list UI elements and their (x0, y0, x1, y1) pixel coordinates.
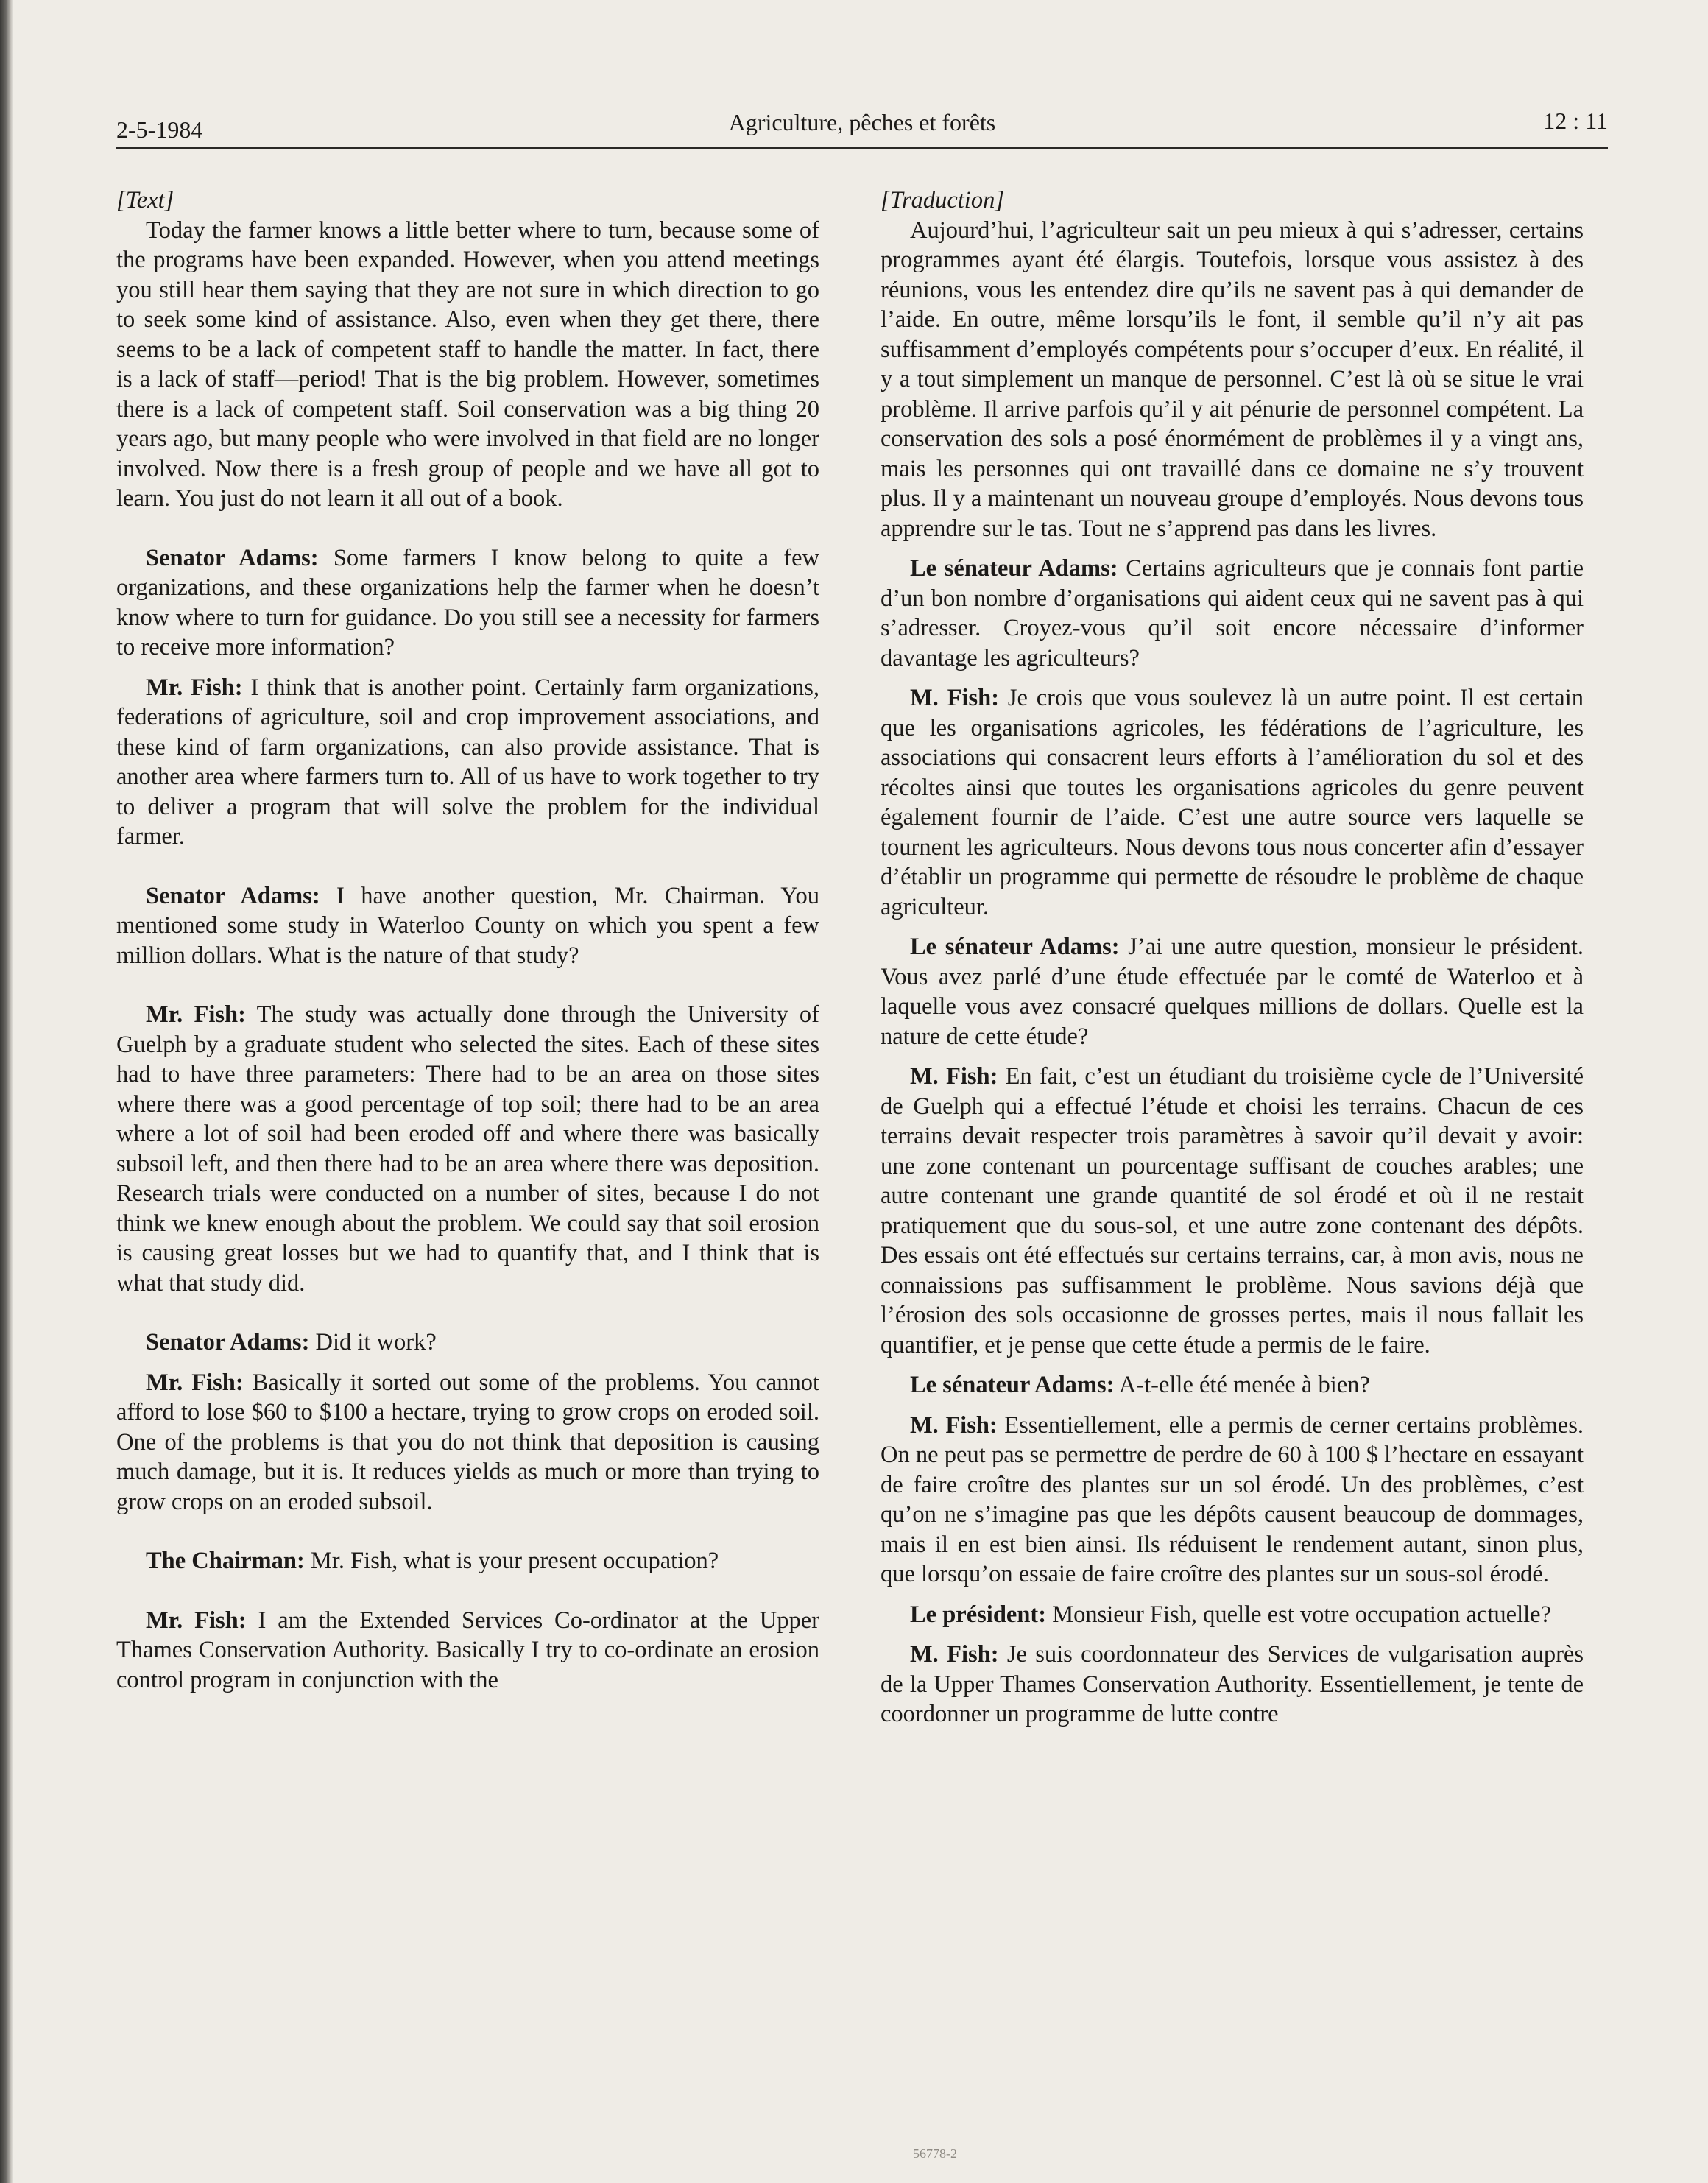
header-date: 2-5-1984 (116, 116, 203, 143)
speaker-name: M. Fish: (910, 1641, 999, 1668)
speaker-name: Mr. Fish: (146, 1369, 244, 1396)
speaker-name: Le sénateur Adams: (910, 1372, 1115, 1398)
speaker-name: Mr. Fish: (146, 1607, 247, 1634)
paragraph (881, 1600, 1584, 1630)
paragraph-text: Aujourd’hui, l’agriculteur sait un peu mieux à qui s’adresser, certains programmes ayant été élargis. Toutefois, lorsque vous assistez à des réunions, vous les entendez dire qu’ils ne savent pas à qui demander de l’aide. En outre, même lorsqu’ils le font, il semble qu’il n’y ait pas suffisamment d’employés compétents pour s’occuper d’eux. En réalité, il y a tout simplement un manque de personnel. C’est là où se situe le vrai problème. Il arrive parfois qu’il y ait pénurie de personnel compétent. La conservation des sols a posé énormément de problèmes il y a vingt ans, mais les personnes qui ont travaillé dans ce domaine ne s’y trouvent plus. Il y a maintenant un nouveau groupe d’employés. Nous devons tous apprendre sur le tas. Tout ne s’apprend pas dans les livres. (881, 216, 1584, 542)
column-label: [Text] (116, 187, 174, 214)
speaker-name: M. Fish: (910, 1411, 998, 1439)
paragraph-text: Some farmers I know belong to quite a few organizations, and these organizations help the farmer when he doesn’t know where to turn for guidance. Do you still see a necessity for farmers to receive more information? (116, 544, 820, 660)
paragraph (881, 683, 1584, 922)
column-label: [Traduction] (881, 187, 1004, 214)
header-page-number: 12 : 11 (1543, 107, 1608, 134)
paragraph-text: J’ai une autre question, monsieur le président. Vous avez parlé d’une étude effectuée par le comté de Waterloo et à laquelle vous avez consacré quelques millions de dollars. Quelle est la nature de cette étude? (881, 934, 1584, 1050)
paragraph (116, 216, 819, 514)
paragraph-text: Je crois que vous soulevez là un autre point. Il est certain que les organisations agricoles, les fédérations de l’agriculture, les associations qui consacrent leurs efforts à l’amélioration du sol et des récoltes ainsi que toutes les organisations agricoles du genre peuvent également fournir de l’aide. C’est une autre source vers laquelle se tournent les agriculteurs. Nous devons tous nous concerter afin d’essayer d’établir un programme qui permette de résoudre le problème de chaque agriculteur. (881, 685, 1584, 920)
paragraph (116, 1546, 819, 1576)
paragraph-text: I have another question, Mr. Chairman. You mentioned some study in Waterloo County on which you spent a few million dollars. What is the nature of that study? (116, 882, 819, 969)
paragraph (116, 1606, 819, 1696)
paragraph (116, 673, 819, 852)
header-title: Agriculture, pêches et forêts (728, 109, 996, 135)
paragraph (881, 216, 1584, 544)
paragraph-text: A-t-elle été menée à bien? (1118, 1372, 1370, 1398)
paragraph-text: Basically it sorted out some of the problems. You cannot afford to lose $60 to $100 a hectare, trying to grow crops on eroded soil. One of the problems is that you do not think that deposition is causing much damage, but it is. It reduces yields as much or more than trying to grow crops on an eroded subsoil. (116, 1369, 820, 1515)
column-label-text: Text (125, 187, 165, 214)
speaker-name: The Chairman: (146, 1548, 305, 1574)
page-binding-edge (0, 0, 13, 2183)
paragraph (881, 1062, 1584, 1360)
paragraph (881, 1411, 1584, 1590)
paragraph-text: Mr. Fish, what is your present occupation? (310, 1548, 719, 1574)
print-code: 56778-2 (913, 2146, 957, 2161)
paragraph (116, 1368, 819, 1517)
paragraph (881, 932, 1584, 1051)
paragraph-text: Certains agriculteurs que je connais font partie d’un bon nombre d’organisations qui aident ceux qui ne savent pas à qui s’adresser. Croyez-vous qu’il soit encore nécessaire d’informer davantage les agriculteurs? (881, 555, 1584, 671)
column-label-text: Traduction (889, 187, 995, 214)
speaker-name: Le président: (910, 1601, 1047, 1628)
paragraph-text: I think that is another point. Certainly farm organizations, federations of agriculture, soil and crop improvement associations, and these kind of farm organizations, can also provide assistance. That is another area where farmers turn to. All of us have to work together to try to deliver a program that will solve the problem for the individual farmer. (116, 674, 820, 850)
paragraph (881, 1640, 1584, 1729)
paragraph-text: The study was actually done through the University of Guelph by a graduate student who selected the sites. Each of these sites had to have three parameters: There had to be an area on those sites where there was a good percentage of top soil; there had to be an area where a lot of soil had been eroded off and where there was basically subsoil left, and then there had to be an area where there was deposition. Research trials were conducted on a number of sites, because I do not think we knew enough about the problem. We could say that soil erosion is causing great losses but we had to quantify that, and I think that is what that study did. (116, 1001, 820, 1297)
paragraph-text: Je suis coordonnateur des Services de vulgarisation auprès de la Upper Thames Conservation Authority. Essentiellement, je tente de coordonner un programme de lutte contre (881, 1641, 1584, 1727)
french-column (881, 186, 1584, 1729)
paragraph (116, 881, 819, 971)
paragraph-text: Today the farmer knows a little better where to turn, because some of the programs have been expanded. However, when you attend meetings you still hear them saying that they are not sure in which direction to go to seek some kind of assistance. Also, even when they get there, there seems to be a lack of competent staff to handle the matter. In fact, there is a lack of staff—period! That is the big problem. However, sometimes there is a lack of competent staff. Soil conservation was a big thing 20 years ago, but many people who were involved in that field are no longer involved. Now there is a fresh group of people and we have all got to learn. You just do not learn it all out of a book. (116, 216, 819, 512)
header-rule (116, 147, 1608, 149)
paragraph (881, 554, 1584, 673)
page-header (116, 109, 1608, 147)
paragraph-text: I am the Extended Services Co-ordinator at the Upper Thames Conservation Authority. Basically I try to co-ordinate an erosion control program in conjunction with the (116, 1607, 820, 1693)
speaker-name: Le sénateur Adams: (910, 555, 1118, 582)
speaker-name: Mr. Fish: (146, 674, 243, 701)
paragraph (116, 1000, 819, 1298)
speaker-name: Mr. Fish: (146, 1001, 246, 1028)
paragraph-text: Did it work? (315, 1329, 437, 1355)
speaker-name: M. Fish: (910, 685, 1000, 711)
speaker-name: Le sénateur Adams: (910, 934, 1120, 960)
speaker-name: Senator Adams: (146, 1329, 310, 1355)
english-column (116, 186, 819, 1695)
paragraph-text: Essentiellement, elle a permis de cerner certains problèmes. On ne peut pas se permettre de perdre de 60 à 100 $ l’hectare en essayant de faire croître des plantes sur un sol érodé. Un des problèmes, c’est qu’on ne s’imagine pas que les dépôts causent beaucoup de dommages, mais il en est bien ainsi. Ils réduisent le rendement autant, sinon plus, que lorsqu’on essaie de faire croître des plantes sur un sous-sol érodé. (881, 1411, 1584, 1587)
paragraph-text: En fait, c’est un étudiant du troisième cycle de l’Université de Guelph qui a effectué l’étude et choisi les terrains. Chacun de ces terrains devait respecter trois paramètres à savoir qu’il devait y avoir: une zone contenant un pourcentage suffisant de couches arables; une autre contenant une grande quantité de sol érodé et où il ne restait pratiquement que du sous-sol, et une autre zone contenant des dépôts. Des essais ont été effectués sur certains terrains, car, à mon avis, nous ne connaissions pas suffisamment le problème. Nous savions déjà que l’érosion des sols occasionne de grosses pertes, mais il nous fallait les quantifier, et je pense que cette étude a permis de le faire. (881, 1063, 1584, 1358)
speaker-name: Senator Adams: (146, 544, 319, 571)
speaker-name: Senator Adams: (146, 882, 320, 909)
paragraph (881, 1370, 1584, 1400)
paragraph (116, 1327, 819, 1358)
paragraph (116, 543, 819, 663)
speaker-name: M. Fish: (910, 1063, 998, 1090)
paragraph-text: Monsieur Fish, quelle est votre occupation actuelle? (1052, 1601, 1551, 1628)
